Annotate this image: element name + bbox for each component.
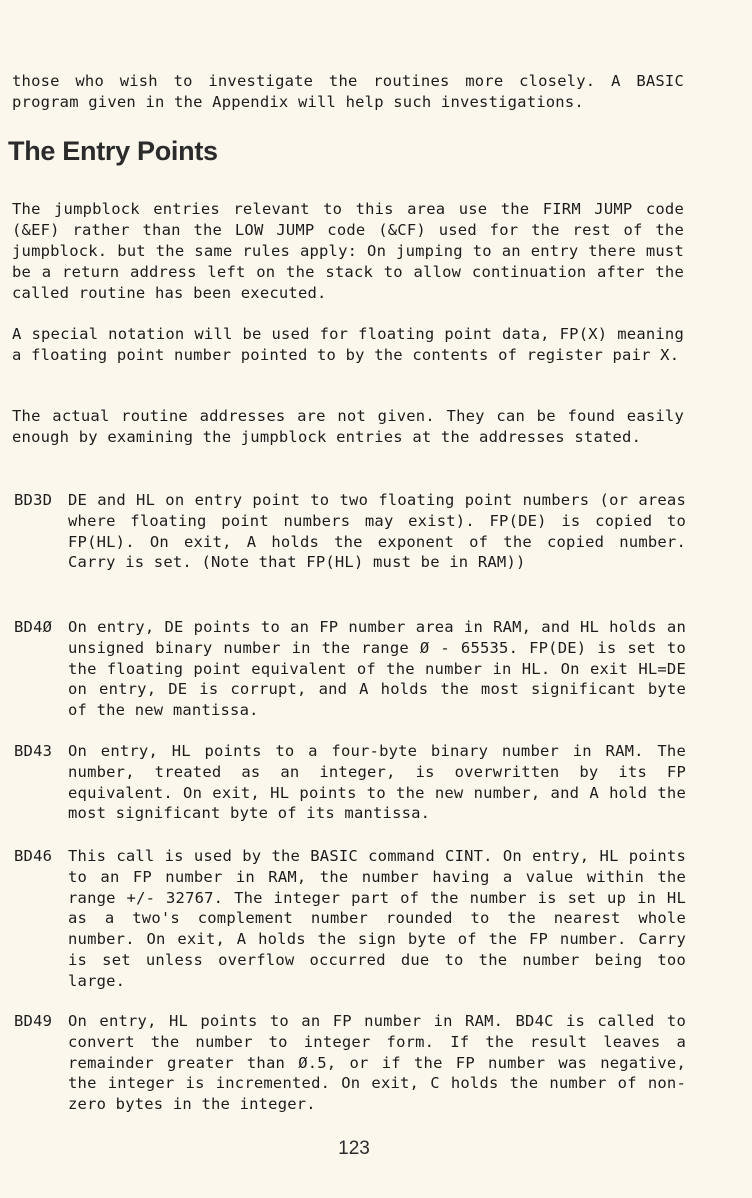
entry-bd46 [14, 846, 686, 992]
entry-bd40 [14, 617, 686, 721]
paragraph-jumpblock: The jumpblock entries relevant to this area use the FIRM JUMP code (&EF) rather than the LOW JUMP code (&CF) used for the rest of the jumpblock. but the same rules apply: On jumping to an entry there must be a return address left on the stack to allow continuation after the called routine has been executed. [12, 200, 684, 302]
entry-description: On entry, HL points to an FP number in RAM. BD4C is called to convert the number to integer form. If the result leaves a remainder greater than Ø.5, or if the FP number was negative, the integer is incremented. On exit, C holds the number of non-zero bytes in the integer. [68, 1012, 686, 1114]
entry-description: On entry, HL points to a four-byte binary number in RAM. The number, treated as an integer, is overwritten by its FP equivalent. On exit, HL points to the new number, and A hold the most significant byte of its mantissa. [68, 742, 686, 823]
page-number: 123 [338, 1138, 370, 1159]
entry-address: BD4Ø [14, 618, 53, 636]
entry-description: DE and HL on entry point to two floating point numbers (or areas where floating point numbers may exist). FP(DE) is copied to FP(HL). On exit, A holds the exponent of the copied number. Carry is set. (Note that FP(HL) must be in RAM)) [68, 491, 686, 572]
entry-address: BD43 [14, 742, 53, 760]
entry-bd49 [14, 1011, 686, 1115]
paragraph-notation: A special notation will be used for floating point data, FP(X) meaning a floating point number pointed to by the contents of register pair X. [12, 325, 684, 364]
entry-address: BD46 [14, 847, 53, 865]
entry-bd3d [14, 490, 686, 573]
entry-address: BD3D [14, 491, 53, 509]
section-heading: The Entry Points [8, 136, 218, 166]
intro-paragraph: those who wish to investigate the routines more closely. A BASIC program given in the Appendix will help such investigations. [12, 72, 684, 111]
entry-description: On entry, DE points to an FP number area in RAM, and HL holds an unsigned binary number in the range Ø - 65535. FP(DE) is set to the floating point equivalent of the number in HL. On exit HL=DE on entry, DE is corrupt, and A holds the most significant byte of the new mantissa. [68, 618, 686, 720]
entry-description: This call is used by the BASIC command CINT. On entry, HL points to an FP number in RAM, the number having a value within the range +/- 32767. The integer part of the number is set up in HL as a two's complement number rounded to the nearest whole number. On exit, A holds the sign byte of the FP number. Carry is set unless overflow occurred due to the number being too large. [68, 847, 686, 990]
paragraph-addresses: The actual routine addresses are not given. They can be found easily enough by examining the jumpblock entries at the addresses stated. [12, 407, 684, 446]
entry-bd43 [14, 741, 686, 824]
entry-address: BD49 [14, 1012, 53, 1030]
